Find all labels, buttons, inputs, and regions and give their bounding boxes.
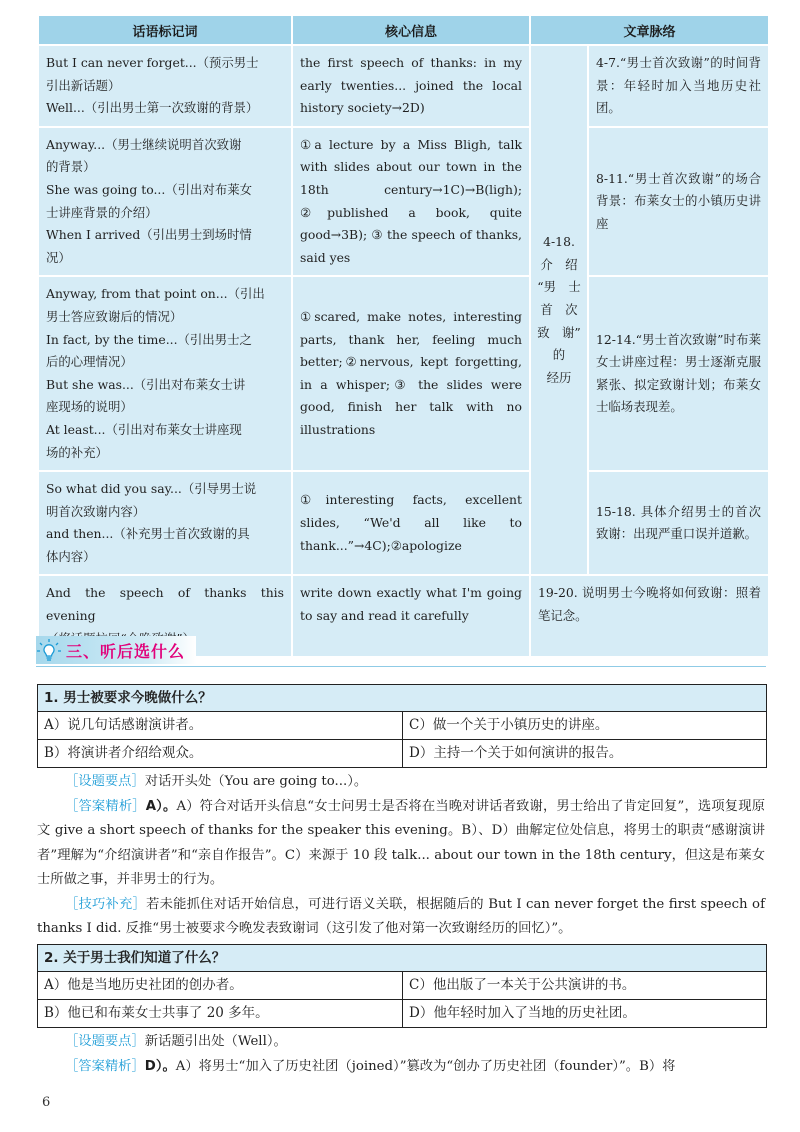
- q1-analysis: [37, 795, 765, 893]
- point-text: 新话题引出处（Well）。: [144, 1034, 287, 1049]
- marker-line: and then...（补充男士首次致谢的具: [46, 526, 250, 542]
- marker-line: But I can never forget...（预示男士: [46, 55, 259, 70]
- tip-tag: ［技巧补充］: [65, 897, 147, 912]
- marker-line: Anyway, from that point on...（引出: [46, 286, 265, 302]
- marker-line: But she was...（引出对布莱女士讲: [46, 376, 246, 392]
- q1-point: [37, 770, 793, 794]
- option-a: A）他是当地历史社团的创办者。: [44, 977, 243, 993]
- info-cell: ①scared, make notes, interesting parts, thank her, feeling much better;②nervous, kept forgetting, in a whisper;③ the slides were good, finish her talk with no illustrations: [293, 277, 529, 470]
- marker-line: Anyway...（男士继续说明首次致谢: [46, 136, 242, 152]
- analysis-text: A）将男士“加入了历史社团（joined）”篡改为“创办了历史社团（founder）”。B）将: [175, 1059, 676, 1074]
- marker-line: 明首次致谢内容）: [46, 503, 146, 519]
- point-tag: ［设题要点］: [65, 774, 145, 789]
- header-context: 文章脉络: [531, 16, 768, 44]
- merged-line: 致 谢”: [537, 324, 581, 340]
- context-cell: 15-18. 具体介绍男士的首次致谢：出现严重口误并道歉。: [589, 472, 768, 574]
- point-text: 对话开头处（You are going to...）。: [144, 774, 368, 789]
- option-a: A）说几句话感谢演讲者。: [44, 717, 203, 733]
- marker-line: At least...（引出对布莱女士讲座现: [46, 421, 242, 437]
- marker-line: She was going to...（引出对布莱女: [46, 181, 253, 197]
- merged-line: 介 绍: [540, 256, 578, 272]
- marker-line: In fact, by the time...（引出男士之: [46, 331, 252, 347]
- marker-line: Well...（引出男士第一次致谢的背景）: [46, 100, 259, 116]
- marker-line: 场的补充）: [46, 444, 108, 460]
- question-1-table: [37, 684, 767, 768]
- header-markers: 话语标记词: [39, 16, 291, 44]
- analysis-text: A）符合对话开头信息“女士问男士是否将在当晚对讲话者致谢，男士给出了肯定回复”，选项复现原文 give a short speech of thanks for the speaker this evening。B）、D）曲解定位处信息，将男士的职责“感谢演讲者”理解为“介绍演讲者”和“亲自作报告”。C）来源于 10 段 talk... about our town in the 18th century，但这是布莱女士所做之事，并非男士的行为。: [37, 799, 766, 888]
- info-cell: ①a lecture by a Miss Bligh, talk with slides about our town in the 18th century→1C)→B(ligh); ②published a book, quite good→3B); ③ the speech of thanks, said yes: [293, 128, 529, 276]
- marker-line: 后的心理情况）: [46, 354, 133, 370]
- page-number: 6: [42, 1095, 51, 1110]
- analysis-table: [37, 14, 770, 658]
- option-b: B）他已和布莱女士共事了 20 多年。: [44, 1005, 269, 1021]
- markers-cell: [39, 128, 291, 276]
- markers-cell: [39, 472, 291, 574]
- marker-line: 座现场的说明）: [46, 399, 133, 415]
- context-cell: 19-20. 说明男士今晚将如何致谢：照着笔记念。: [531, 576, 768, 656]
- table-row: [39, 472, 768, 574]
- merged-line: 首 次: [540, 301, 578, 317]
- table-row: [39, 46, 768, 126]
- analysis-tag: ［答案精析］: [65, 1059, 145, 1074]
- marker-line: When I arrived（引出男士到场时情: [46, 227, 252, 243]
- q2-analysis: [37, 1055, 765, 1079]
- merged-line: 的: [552, 347, 566, 363]
- lightbulb-icon: [36, 638, 62, 664]
- marker-line: So what did you say...（引导男士说: [46, 481, 257, 497]
- option-c: C）他出版了一本关于公共演讲的书。: [402, 972, 766, 999]
- options-row: [38, 972, 766, 999]
- tip-text: 若未能抓住对话开始信息，可进行语义关联，根据随后的 But I can never forget the first speech of thanks I did. 反推“男士被要求今晚发表致谢词（这引发了他对第一次致谢经历的回忆）”。: [37, 897, 765, 937]
- question-1-title: 1. 男士被要求今晚做什么？: [38, 685, 766, 712]
- marker-line: 况）: [46, 249, 71, 265]
- markers-cell: [39, 46, 291, 126]
- answer-text: A）。: [145, 799, 177, 814]
- marker-line: And the speech of thanks this evening: [46, 585, 284, 624]
- answer-text: D）。: [144, 1059, 176, 1074]
- marker-line: 引出新话题）: [46, 77, 121, 93]
- marker-line: 体内容）: [46, 548, 96, 564]
- question-2-title: 2. 关于男士我们知道了什么？: [38, 945, 766, 972]
- point-tag: ［设题要点］: [65, 1034, 145, 1049]
- context-cell: 8-11.“男士首次致谢”的场合背景：布莱女士的小镇历史讲座: [589, 128, 768, 276]
- option-c: C）做一个关于小镇历史的讲座。: [402, 712, 766, 739]
- marker-line: 士讲座背景的介绍）: [46, 204, 158, 220]
- option-b: B）将演讲者介绍给观众。: [44, 745, 203, 761]
- analysis-tag: ［答案精析］: [65, 799, 146, 814]
- info-cell: write down exactly what I'm going to say and read it carefully: [293, 576, 529, 656]
- section-rule: [36, 666, 766, 667]
- q2-point: [37, 1030, 793, 1054]
- table-row: [39, 277, 768, 470]
- section-header: [36, 636, 766, 666]
- merged-line: 4-18.: [543, 234, 575, 250]
- options-row: [38, 999, 766, 1027]
- header-info: 核心信息: [293, 16, 529, 44]
- merged-line: 经历: [546, 369, 572, 385]
- info-cell: ①interesting facts, excellent slides, “We'd all like to thank...”→4C);②apologize: [293, 472, 529, 574]
- table-row: [39, 128, 768, 276]
- options-row: [38, 712, 766, 739]
- option-d: D）主持一个关于如何演讲的报告。: [402, 740, 766, 767]
- marker-line: 男士答应致谢后的情况）: [46, 308, 183, 324]
- option-d: D）他年轻时加入了当地的历史社团。: [402, 1000, 766, 1027]
- q1-tip: [37, 893, 765, 942]
- section-title: 三、听后选什么: [66, 642, 186, 661]
- options-row: [38, 739, 766, 767]
- context-cell: 12-14.“男士首次致谢”时布莱女士讲座过程：男士逐渐克服紧张、拟定致谢计划；布莱女士临场表现差。: [589, 277, 768, 470]
- merged-context-label: [531, 46, 587, 574]
- markers-cell: [39, 277, 291, 470]
- marker-line: 的背景）: [46, 159, 96, 175]
- context-cell: 4-7.“男士首次致谢”的时间背景：年轻时加入当地历史社团。: [589, 46, 768, 126]
- info-cell: the first speech of thanks: in my early twenties... joined the local history society→2D): [293, 46, 529, 126]
- merged-line: “男 士: [537, 279, 581, 295]
- question-2-table: [37, 944, 767, 1028]
